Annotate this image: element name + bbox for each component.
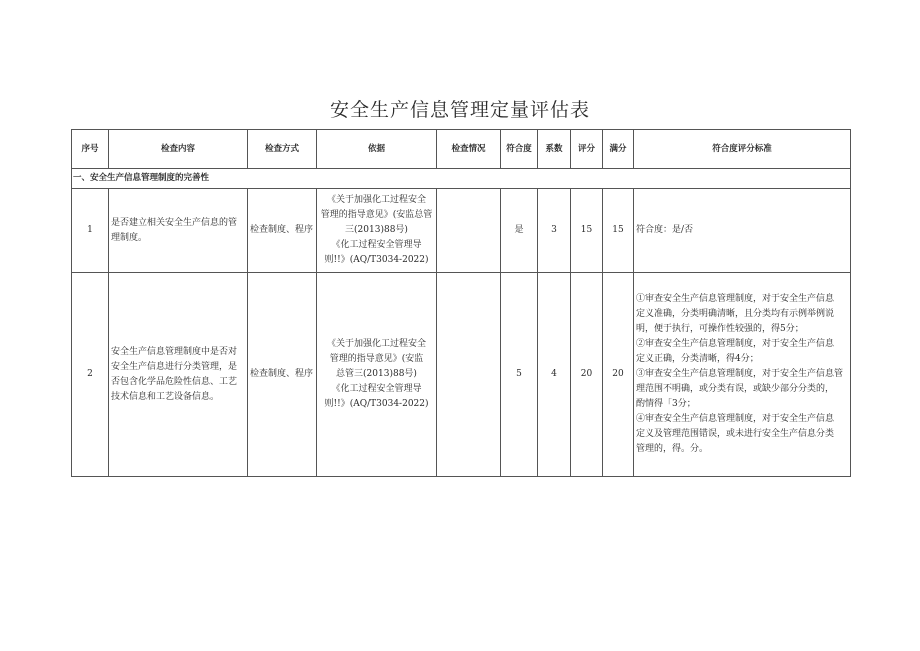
basis-line: 则!!》(AQ/T3034-2022) — [324, 255, 429, 265]
header-conformity: 符合度 — [501, 130, 538, 169]
header-criteria: 符合度评分标准 — [634, 130, 851, 169]
criteria-line: ③审查安全生产信息管理制度，对于安全生产信息管 — [636, 369, 844, 379]
basis-line: 管理的指导意见》(安监 — [329, 354, 424, 364]
header-full: 满分 — [603, 130, 634, 169]
header-method: 检查方式 — [248, 130, 317, 169]
basis-line: 则!!》(AQ/T3034-2022) — [324, 399, 429, 409]
cell-situation[interactable] — [437, 189, 501, 273]
criteria-line: 明，便于执行，可操作性较强的，得5分； — [636, 324, 804, 334]
basis-line: 《关于加强化工过程安全 — [326, 339, 426, 349]
header-basis: 依据 — [317, 130, 437, 169]
cell-content: 安全生产信息管理制度中是否对安全生产信息进行分类管理，是否包含化学品危险性信息、工艺技术信息和工艺设备信息。 — [109, 273, 248, 477]
cell-no: 1 — [72, 189, 109, 273]
criteria-line: 定义准确，分类明确清晰，且分类均有示例举例说 — [636, 309, 835, 319]
cell-method: 检查制度、程序 — [248, 273, 317, 477]
cell-basis — [317, 189, 437, 273]
cell-method: 检查制度、程序 — [248, 189, 317, 273]
cell-basis — [317, 273, 437, 477]
basis-line: 《化工过程安全管理导 — [331, 240, 422, 250]
section-title: 一、安全生产信息管理制度的完善性 — [72, 169, 851, 189]
criteria-line: 定义正确，分类清晰，得4分； — [636, 354, 759, 364]
header-content: 检查内容 — [109, 130, 248, 169]
basis-line: 《化工过程安全管理导 — [331, 384, 422, 394]
cell-criteria — [634, 189, 851, 273]
header-row — [72, 130, 851, 169]
cell-score: 15 — [571, 189, 603, 273]
cell-score: 20 — [571, 273, 603, 477]
criteria-line: 管理的，得。分。 — [636, 444, 709, 454]
cell-full: 15 — [603, 189, 634, 273]
header-situation: 检查情况 — [437, 130, 501, 169]
page-title: 安全生产信息管理定量评估表 — [329, 99, 590, 121]
cell-criteria — [634, 273, 851, 477]
criteria-line: 理范围不明确，或分类有误，或缺少部分分类的， — [636, 384, 835, 394]
cell-conformity: 5 — [501, 273, 538, 477]
basis-line: 三(2013)88号) — [345, 225, 408, 235]
cell-conformity: 是 — [501, 189, 538, 273]
cell-full: 20 — [603, 273, 634, 477]
cell-no: 2 — [72, 273, 109, 477]
cell-situation[interactable] — [437, 273, 501, 477]
criteria-line: 符合度：是/否 — [636, 225, 694, 235]
basis-line: 《关于加强化工过程安全 — [326, 195, 426, 205]
header-score: 评分 — [571, 130, 603, 169]
criteria-line: ①审查安全生产信息管理制度，对于安全生产信息 — [636, 294, 835, 304]
assessment-table — [71, 129, 851, 477]
header-coefficient: 系数 — [538, 130, 571, 169]
cell-coefficient: 4 — [538, 273, 571, 477]
header-no: 序号 — [72, 130, 109, 169]
criteria-line: ②审查安全生产信息管理制度，对于安全生产信息 — [636, 339, 835, 349]
basis-line: 总管三(2013)88号) — [336, 369, 417, 379]
cell-content: 是否建立相关安全生产信息的管理制度。 — [109, 189, 248, 273]
cell-coefficient: 3 — [538, 189, 571, 273]
section-row — [72, 169, 851, 189]
criteria-line: 定义及管理范围错误，或未进行安全生产信息分类 — [636, 429, 835, 439]
table-row — [72, 273, 851, 477]
table-row — [72, 189, 851, 273]
criteria-line: ④审查安全生产信息管理制度，对于安全生产信息 — [636, 414, 835, 424]
criteria-line: 酌情得「3分； — [636, 399, 696, 409]
basis-line: 管理的指导意见》(安监总管 — [320, 210, 433, 220]
